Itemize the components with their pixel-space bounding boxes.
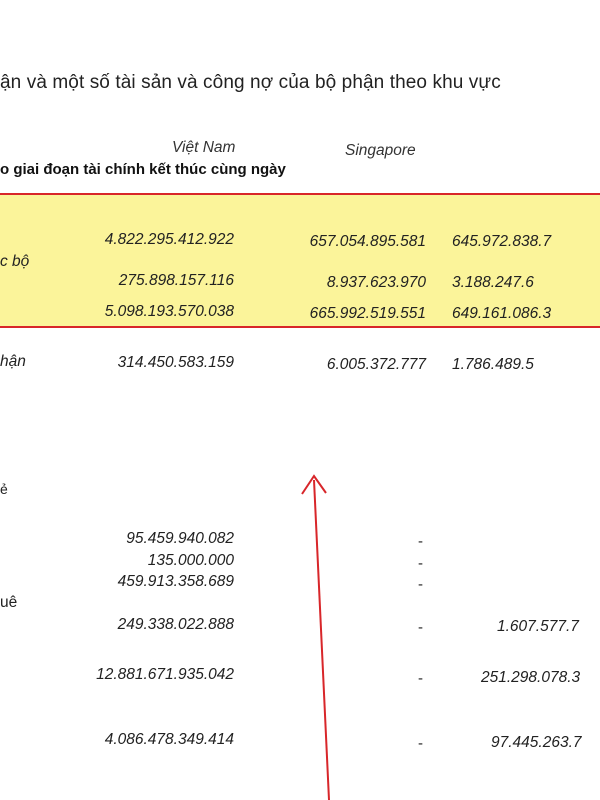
cell-internal-vn: 275.898.157.116 (118, 272, 234, 289)
cell-lower-2-sg: - (418, 555, 423, 572)
cell-lower-2-vn: 135.000.000 (147, 552, 234, 569)
cell-internal-sg: 8.937.623.970 (326, 274, 426, 291)
col-header-singapore: Singapore (345, 142, 416, 159)
stray-mark: ẻ (0, 481, 8, 497)
cell-revenue-third: 645.972.838.7 (452, 233, 552, 250)
cell-total-sg: 665.992.519.551 (309, 305, 426, 322)
cell-lower-7-vn: 4.086.478.349.414 (104, 731, 234, 748)
cell-lower-7-sg: - (418, 735, 423, 752)
cell-lower-6-vn: 12.881.671.935.042 (96, 666, 234, 683)
cell-lower-7-third: 97.445.263.7 (491, 734, 582, 751)
cell-profit-third: 1.786.489.5 (452, 356, 534, 373)
cell-lower-1-sg: - (418, 533, 423, 550)
cell-lower-3-sg: - (418, 576, 423, 593)
section-subtitle: o giai đoạn tài chính kết thúc cùng ngày (0, 161, 286, 178)
cell-lower-5-vn: 249.338.022.888 (117, 616, 234, 633)
row-label-tax: uê (0, 594, 18, 611)
cell-lower-6-sg: - (418, 670, 423, 687)
row-label-profit: hận (0, 353, 26, 370)
cell-lower-3-vn: 459.913.358.689 (117, 573, 234, 590)
cell-lower-5-sg: - (418, 619, 423, 636)
page-title: ận và một số tài sản và công nợ của bộ phận theo khu vực (0, 72, 501, 93)
cell-internal-third: 3.188.247.6 (452, 274, 534, 291)
cell-lower-5-third: 1.607.577.7 (497, 618, 579, 635)
cell-profit-vn: 314.450.583.159 (117, 354, 234, 371)
row-label-internal: c bộ (0, 253, 30, 270)
cell-revenue-vn: 4.822.295.412.922 (104, 231, 234, 248)
col-header-vietnam: Việt Nam (172, 139, 236, 156)
cell-profit-sg: 6.005.372.777 (326, 356, 426, 373)
cell-lower-6-third: 251.298.078.3 (481, 669, 581, 686)
cell-total-third: 649.161.086.3 (452, 305, 552, 322)
cell-total-vn: 5.098.193.570.038 (104, 303, 234, 320)
cell-revenue-sg: 657.054.895.581 (309, 233, 426, 250)
cell-lower-1-vn: 95.459.940.082 (126, 530, 234, 547)
